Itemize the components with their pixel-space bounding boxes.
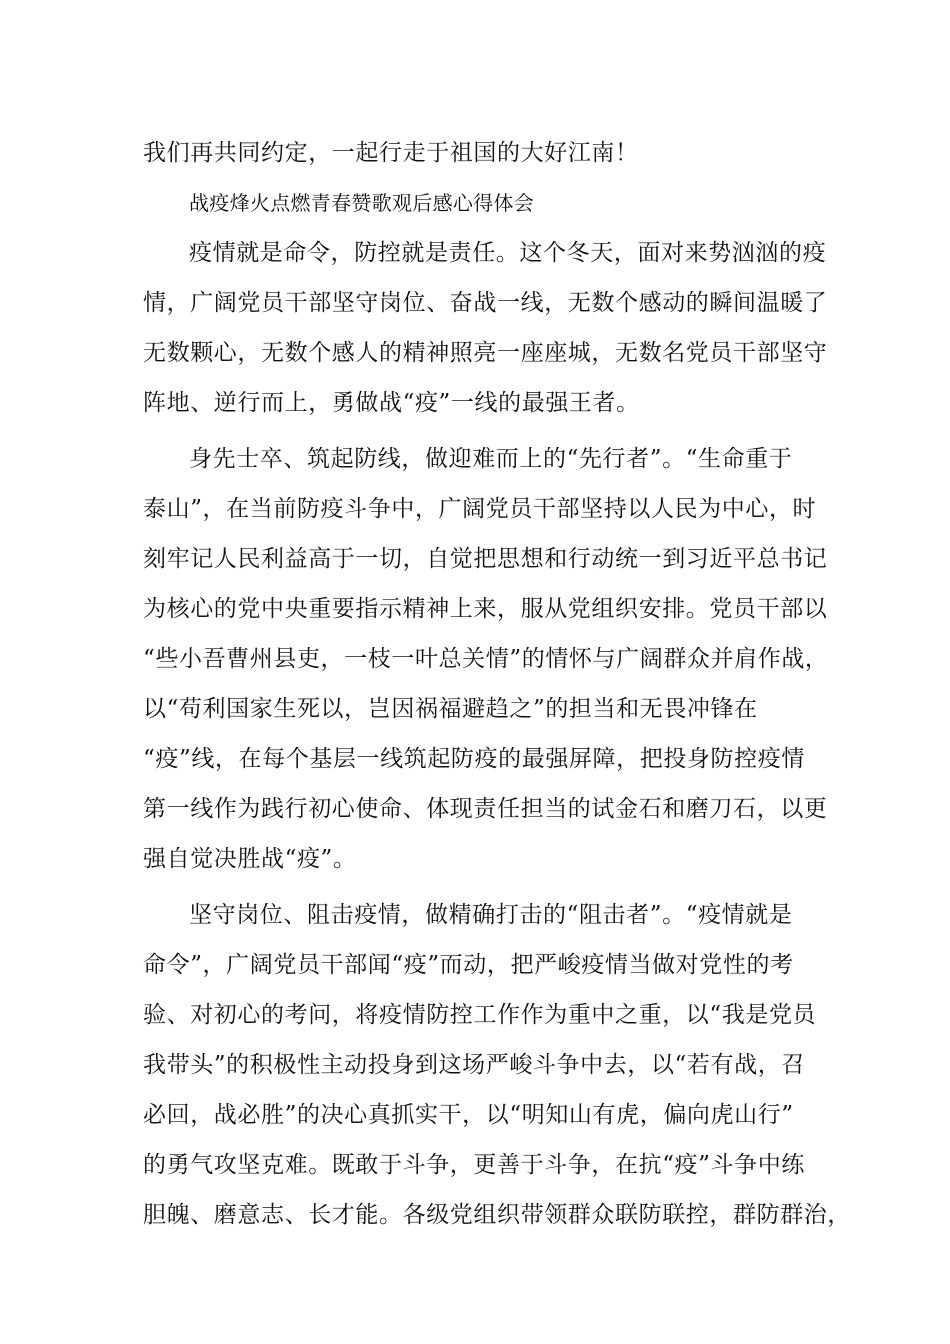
text-line: 必回，战必胜”的决心真抓实干，以“明知山有虎，偏向虎山行” bbox=[143, 1102, 794, 1128]
document-body bbox=[143, 128, 851, 1240]
text-line: 疫情就是命令，防控就是责任。这个冬天，面对来势汹汹的疫 bbox=[189, 240, 827, 266]
text-line: 验、对初心的考问，将疫情防控工作作为重中之重，以“我是党员 bbox=[143, 1002, 817, 1028]
text-line: 无数颗心，无数个感人的精神照亮一座座城，无数名党员干部坚守 bbox=[143, 340, 828, 366]
text-line: 坚守岗位、阻击疫情，做精确打击的“阻击者”。“疫情就是 bbox=[189, 902, 793, 928]
text-line: 刻牢记人民利益高于一切，自觉把思想和行动统一到习近平总书记 bbox=[143, 546, 828, 572]
text-line: “疫”线，在每个基层一线筑起防疫的最强屏障，把投身防控疫情 bbox=[143, 746, 805, 772]
text-line: 身先士卒、筑起防线，做迎难而上的“先行者”。“生命重于 bbox=[189, 446, 793, 472]
text-line: 第一线作为践行初心使命、体现责任担当的试金石和磨刀石，以更 bbox=[143, 796, 828, 822]
article-title: 战疫烽火点燃青春赞歌观后感心得体会 bbox=[189, 191, 535, 215]
text-line: 为核心的党中央重要指示精神上来，服从党组织安排。党员干部以 bbox=[143, 596, 828, 622]
text-line: 我带头”的积极性主动投身到这场严峻斗争中去，以“若有战，召 bbox=[143, 1052, 805, 1078]
text-line: 的勇气攻坚克难。既敢于斗争，更善于斗争，在抗“疫”斗争中练 bbox=[143, 1152, 805, 1178]
text-line: 命令”，广阔党员干部闻“疫”而动，把严峻疫情当做对党性的考 bbox=[143, 952, 794, 978]
text-line: 泰山”，在当前防疫斗争中，广阔党员干部坚持以人民为中心，时 bbox=[143, 496, 817, 522]
text-line: 胆魄、磨意志、长才能。各级党组织带领群众联防联控，群防群治， bbox=[143, 1202, 851, 1228]
text-line: 情，广阔党员干部坚守岗位、奋战一线，无数个感动的瞬间温暖了 bbox=[143, 290, 828, 316]
text-line: 强自觉决胜战“疫”。 bbox=[143, 846, 357, 872]
text-line: 阵地、逆行而上，勇做战“疫”一线的最强王者。 bbox=[143, 390, 640, 416]
text-line: 以“苟利国家生死以，岂因祸福避趋之”的担当和无畏冲锋在 bbox=[143, 696, 758, 722]
text-line: 我们再共同约定，一起行走于祖国的大好江南！ bbox=[143, 140, 639, 166]
text-line: “些小吾曹州县吏，一枝一叶总关情”的情怀与广阔群众并肩作战， bbox=[143, 646, 829, 672]
